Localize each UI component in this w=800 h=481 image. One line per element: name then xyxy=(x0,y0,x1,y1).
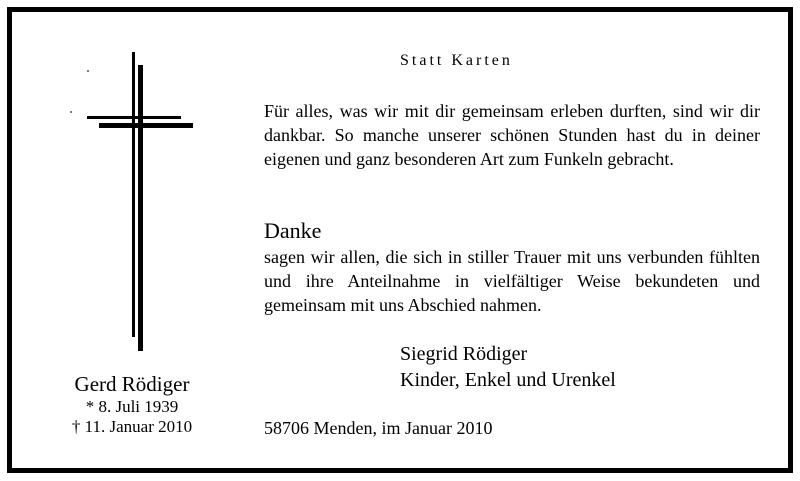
body-paragraph-2: sagen wir allen, die sich in stiller Trauer mit uns verbunden fühlten und ihre Anteilnahme in vielfältiger Weise bekundeten und gemeinsam mit uns Abschied nahmen. xyxy=(264,247,760,315)
header-title-text: Statt Karten xyxy=(400,52,513,69)
birth-date: * 8. Juli 1939 xyxy=(85,397,179,416)
signature-line-1: Siegrid Rödiger xyxy=(400,343,528,365)
print-speck xyxy=(87,70,89,72)
death-date: † 11. Januar 2010 xyxy=(71,417,193,436)
body-paragraph-1: Für alles, was wir mit dir gemeinsam erleben durften, sind wir dir dankbar. So manche unserer schönen Stunden hast du in deiner eigenen und ganz besonderen Art zum Funkeln gebracht. xyxy=(264,101,760,169)
deceased-name: Gerd Rödiger xyxy=(74,372,190,396)
obituary-card xyxy=(7,7,793,473)
signature-line-2: Kinder, Enkel und Urenkel xyxy=(400,369,616,391)
signature-block xyxy=(400,341,616,393)
cross-horizontal-bar-top xyxy=(87,116,181,119)
cross-horizontal-bar-bottom xyxy=(99,123,193,128)
print-speck xyxy=(70,111,72,113)
place-date: 58706 Menden, im Januar 2010 xyxy=(264,418,493,438)
deceased-info xyxy=(52,371,212,437)
cross-vertical-bar-right xyxy=(138,65,143,351)
danke-heading: Danke xyxy=(264,218,322,243)
cross-vertical-bar-left xyxy=(132,52,135,337)
